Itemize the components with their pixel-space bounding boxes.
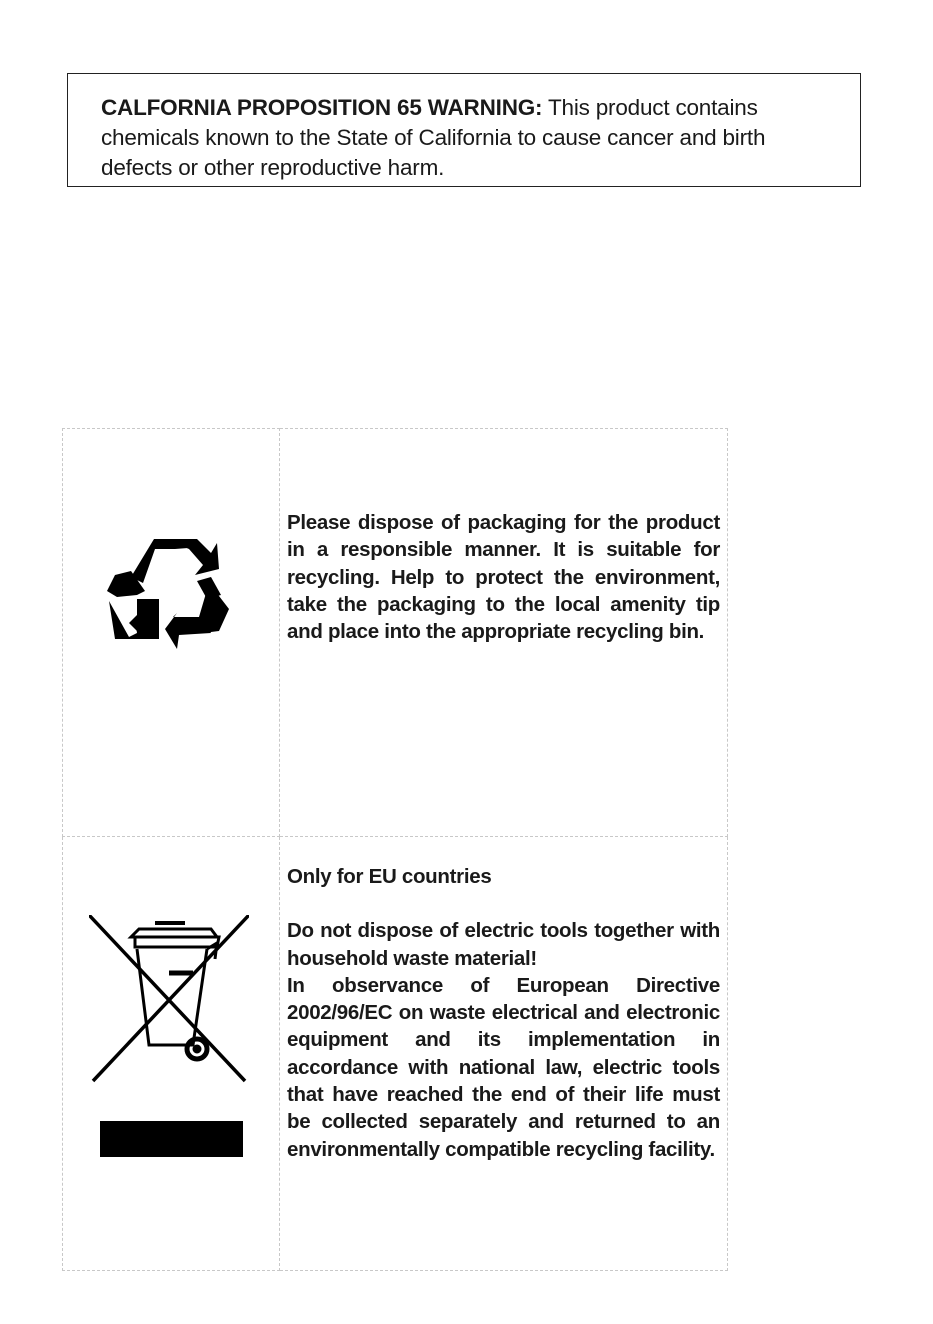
weee-paragraph-1: Do not dispose of electric tools together with household waste material!	[287, 919, 720, 970]
recycling-row	[63, 429, 728, 837]
weee-icon-cell	[63, 837, 280, 1271]
recycling-text-cell	[280, 429, 728, 837]
warning-lead: CALFORNIA PROPOSITION 65 WARNING:	[101, 95, 543, 120]
weee-text-cell	[280, 837, 728, 1271]
disposal-info-table	[62, 428, 728, 1271]
eu-heading: Only for EU countries	[287, 865, 492, 888]
weee-black-bar	[100, 1121, 243, 1157]
weee-paragraph-2: In observance of European Directive 2002/96/EC on waste electrical and electronic equipment and its implementation in accordance with national law, electric tools that have reached the end of their life must be collected separately and returned to an environmentally compatible recycling facility.	[287, 973, 720, 1161]
recycling-text: Please dispose of packaging for the product in a responsible manner. It is suitable for recycling. Help to protect the environment, take the packaging to the local amenity tip and place into the appropriate recycling bin.	[287, 511, 720, 644]
crossed-out-wheelie-bin-icon	[89, 915, 249, 1087]
recycling-icon-cell	[63, 429, 280, 837]
weee-row	[63, 837, 728, 1271]
warning-text: This product contains chemicals known to the State of California to cause cancer and birth defects or other reproductive harm.	[101, 95, 766, 180]
recycle-icon	[107, 535, 229, 651]
prop65-warning-box	[67, 73, 861, 187]
